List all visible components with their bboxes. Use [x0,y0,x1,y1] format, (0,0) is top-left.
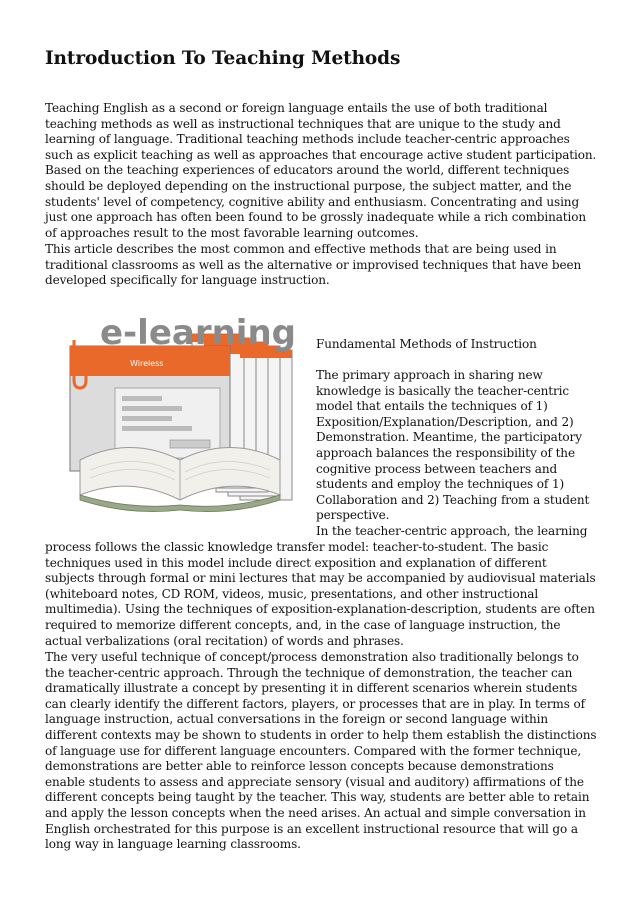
e-learning-logo-text: e-learning [100,313,296,353]
teacher-centric-lead: In the teacher-centric approach, the learning [316,524,588,538]
intro-paragraph: Teaching English as a second or foreign language entails the use of both traditional teaching methods as well as instructional techniques that are unique to the study and learning of language. Traditional teaching methods include teacher-centric approaches such as explicit teaching as well as approaches that encourage active student participation. Based on the teaching experiences of educators around the world, different techniques should be deployed depending on the instructional purpose, the subject matter, and the students' level of competency, cognitive ability and enthusiasm. Concentrating and using just one approach has often been found to be grossly inadequate while a rich combination of approaches result to the most favorable learning outcomes. [45,101,597,240]
page-title: Introduction To Teaching Methods [45,48,401,69]
primary-approach-paragraph: The primary approach in sharing new knowledge is basically the teacher-centric model that entails the techniques of 1) Exposition/Explanation/Description, and 2) Demonstration. Meantime, the participatory approach balances the responsibility of the cognitive process between teachers and students and employ the techniques of 1) Collaboration and 2) Teaching from a student perspective. [316,368,590,523]
e-learning-illustration [60,310,310,520]
section-subheading: Fundamental Methods of Instruction [316,337,537,351]
demonstration-paragraph: The very useful technique of concept/process demonstration also traditionally belongs to the teacher-centric approach. Through the technique of demonstration, the teacher can dramatically illustrate a concept by presenting it in different scenarios wherein students can clearly identify the different factors, players, or processes that are in play. In terms of language instruction, actual conversations in the foreign or second language within different contexts may be shown to students in order to help them establish the distinctions of language use for different language encounters. Compared with the former technique, demonstrations are better able to reinforce lesson concepts because demonstrations enable students to assess and appreciate sensory (visual and auditory) affirmations of the different concepts being taught by the teacher. This way, students are better able to retain and apply the lesson concepts when the need arises. An actual and simple conversation in English orchestrated for this purpose is an excellent instructional resource that will go a long way in language learning classrooms. [45,650,597,852]
article-scope-paragraph: This article describes the most common and effective methods that are being used in traditional classrooms as well as the alternative or improvised techniques that have been developed specifically for language instruction. [45,242,582,288]
window-title-text: Wireless [130,359,164,368]
teacher-centric-paragraph: process follows the classic knowledge transfer model: teacher-to-student. The basic techniques used in this model include direct exposition and explanation of different subjects through formal or mini lectures that may be accompanied by audiovisual materials (whiteboard notes, CD ROM, videos, music, presentations, and other instructional multimedia). Using the techniques of exposition-explanation-description, students are often required to memorize different concepts, and, in the case of language instruction, the actual verbalizations (oral recitation) of words and phrases. [45,540,596,648]
